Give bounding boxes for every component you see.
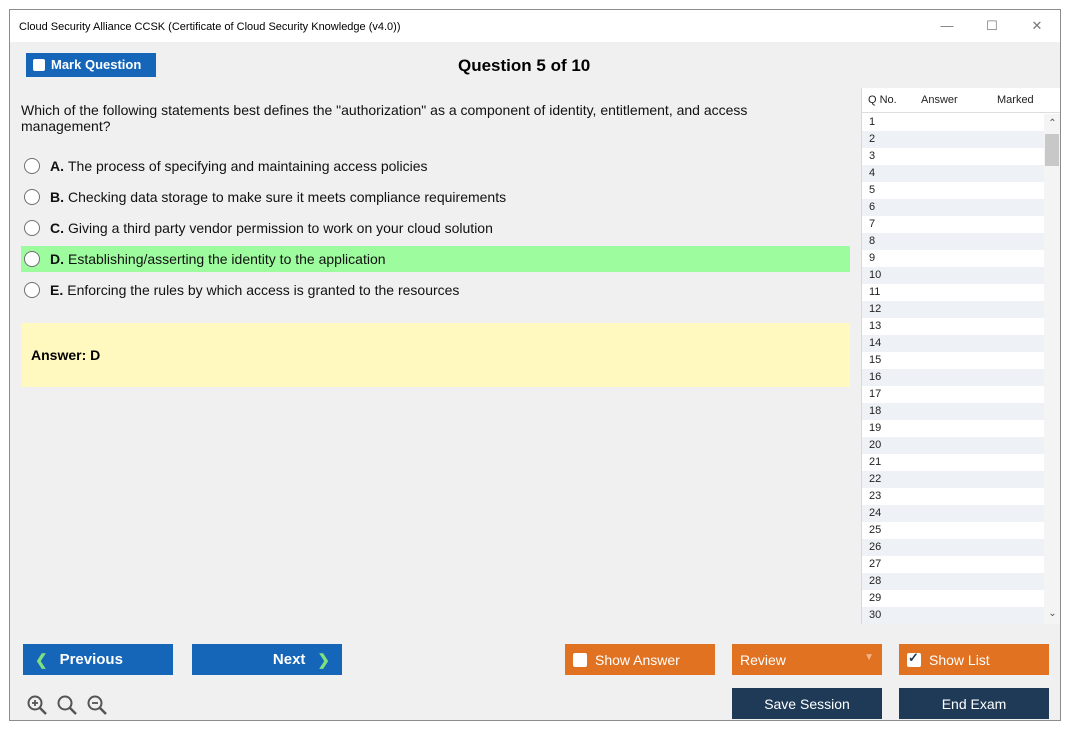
end-exam-button[interactable] (899, 688, 1049, 719)
question-list-row[interactable]: 6 (862, 199, 1044, 216)
question-list-row[interactable]: 3 (869, 150, 876, 162)
question-list-row[interactable]: 14 (862, 335, 1044, 352)
option-text: Establishing/asserting the identity to the application (68, 251, 386, 267)
question-panel (10, 88, 860, 624)
zoom-in-icon[interactable] (26, 694, 48, 716)
caret-down-icon: ▼ (864, 652, 874, 663)
show-list-label: Show List (929, 651, 990, 668)
review-dropdown[interactable] (732, 644, 882, 675)
previous-button[interactable] (23, 644, 173, 675)
option-text: Giving a third party vendor permission to work on your cloud solution (68, 220, 493, 236)
scroll-down-icon[interactable]: ⌄ (1048, 608, 1057, 619)
question-list-row[interactable]: 9 (869, 252, 876, 264)
question-list-row[interactable]: 8 (862, 233, 1044, 250)
question-list-row[interactable]: 18 (862, 403, 1044, 420)
app-window (9, 9, 1061, 721)
next-label: Next (272, 651, 306, 668)
scroll-up-icon[interactable]: ⌃ (1048, 118, 1057, 129)
option-text: The process of specifying and maintaining access policies (68, 158, 428, 174)
question-list (861, 88, 1061, 624)
chevron-right-icon: ❯ (317, 651, 330, 669)
question-list-row[interactable]: 2 (862, 131, 1044, 148)
answer-box: Answer: D (21, 323, 850, 387)
end-exam-label: End Exam (941, 695, 1007, 712)
option-letter: A. (50, 158, 64, 174)
column-answer: Answer (921, 94, 958, 106)
minimize-icon[interactable]: — (940, 18, 954, 33)
scrollbar[interactable] (1044, 114, 1061, 624)
title-bar (10, 10, 1060, 42)
column-marked: Marked (997, 94, 1034, 106)
question-list-row[interactable]: 13 (869, 320, 882, 332)
option-letter: B. (50, 189, 64, 205)
radio-button[interactable] (24, 158, 40, 174)
show-answer-button[interactable] (565, 644, 715, 675)
maximize-icon[interactable]: ☐ (986, 18, 998, 33)
radio-button[interactable] (24, 189, 40, 205)
question-list-row[interactable]: 21 (869, 456, 882, 468)
mark-question-label: Mark Question (51, 57, 142, 72)
question-list-row[interactable]: 25 (869, 524, 882, 536)
review-label: Review (740, 651, 786, 668)
question-list-header (862, 88, 1061, 113)
zoom-reset-icon[interactable] (56, 694, 78, 716)
question-list-row[interactable]: 22 (862, 471, 1044, 488)
option-text: Enforcing the rules by which access is granted to the resources (67, 282, 460, 298)
window-title: Cloud Security Alliance CCSK (Certificate of Cloud Security Knowledge (v4.0)) (19, 21, 401, 33)
option-c[interactable] (21, 215, 850, 241)
scroll-thumb[interactable] (1045, 134, 1059, 166)
radio-button[interactable] (24, 282, 40, 298)
question-list-row[interactable]: 24 (862, 505, 1044, 522)
next-button[interactable] (192, 644, 342, 675)
checked-checkbox-icon (907, 653, 921, 667)
option-d[interactable] (21, 246, 850, 272)
question-list-row[interactable]: 27 (869, 558, 882, 570)
footer-toolbar (10, 624, 1060, 721)
mark-question-button[interactable] (26, 53, 156, 77)
question-list-row[interactable]: 29 (869, 592, 882, 604)
checkbox-icon (33, 59, 45, 71)
checkbox-icon (573, 653, 587, 667)
previous-label: Previous (59, 651, 123, 668)
option-letter: D. (50, 251, 64, 267)
question-list-row[interactable]: 15 (869, 354, 882, 366)
question-list-row[interactable]: 19 (869, 422, 882, 434)
radio-button[interactable] (24, 220, 40, 236)
question-list-row[interactable]: 16 (862, 369, 1044, 386)
question-list-row[interactable]: 12 (862, 301, 1044, 318)
question-list-row[interactable]: 11 (869, 286, 881, 298)
radio-button[interactable] (24, 251, 40, 267)
question-list-row[interactable]: 7 (869, 218, 876, 230)
question-list-row[interactable]: 1 (869, 116, 876, 128)
option-a[interactable] (21, 153, 850, 179)
question-list-row[interactable]: 20 (862, 437, 1044, 454)
save-session-label: Save Session (764, 695, 850, 712)
option-b[interactable] (21, 184, 850, 210)
option-e[interactable] (21, 277, 850, 303)
save-session-button[interactable] (732, 688, 882, 719)
show-list-button[interactable] (899, 644, 1049, 675)
question-counter: Question 5 of 10 (458, 56, 591, 75)
chevron-left-icon: ❮ (35, 651, 48, 669)
question-list-row[interactable]: 5 (869, 184, 876, 196)
option-text: Checking data storage to make sure it meets compliance requirements (68, 189, 507, 205)
question-list-row[interactable]: 23 (869, 490, 882, 502)
option-letter: C. (50, 220, 64, 236)
question-list-row[interactable]: 10 (862, 267, 1044, 284)
show-answer-label: Show Answer (595, 651, 680, 668)
question-list-rows (862, 114, 1044, 624)
question-list-row[interactable]: 26 (862, 539, 1044, 556)
column-qno: Q No. (868, 94, 897, 106)
zoom-out-icon[interactable] (86, 694, 108, 716)
option-letter: E. (50, 282, 64, 298)
question-text: Which of the following statements best defines the "authorization" as a component of identity, entitlement, and access management? (21, 102, 748, 134)
question-list-row[interactable]: 17 (869, 388, 882, 400)
close-icon[interactable]: ✕ (1031, 18, 1043, 33)
question-list-row[interactable]: 4 (862, 165, 1044, 182)
question-list-row[interactable]: 28 (862, 573, 1044, 590)
question-list-row[interactable]: 30 (862, 607, 1044, 624)
question-header (10, 42, 1060, 88)
